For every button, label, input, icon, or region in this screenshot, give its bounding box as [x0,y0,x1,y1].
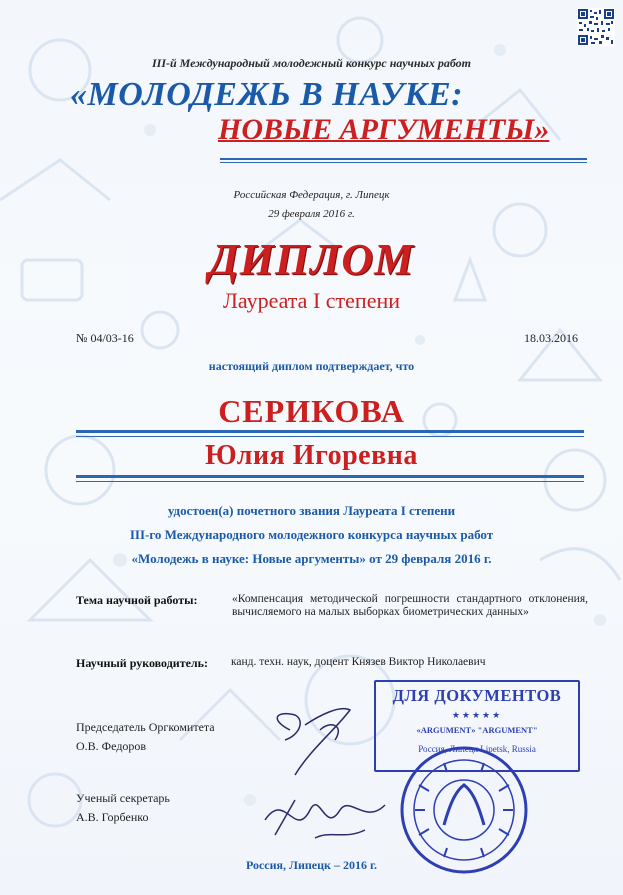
name-divider-top [76,430,584,433]
title-divider-thin [220,162,587,163]
qr-code-icon [577,8,615,46]
footer-text: Россия, Липецк – 2016 г. [245,858,378,872]
secretary-name: А.В. Горбенко [76,810,149,824]
topic-label: Тема научной работы: [76,593,198,607]
name-divider-bottom [76,475,584,478]
name-divider-bottom-thin [76,481,584,482]
stamp-organization: «ARGUMENT» "ARGUMENT" [416,725,538,735]
recipient-surname: СЕРИКОВА [218,393,405,429]
contest-title-line2: НОВЫЕ АРГУМЕНТЫ» [218,113,550,146]
name-divider-top-thin [76,436,584,437]
diploma-number: № 04/03-16 [76,331,134,345]
stamp-title: ДЛЯ ДОКУМЕНТОВ [392,686,562,705]
stamp-location: Россия, Липецк Lipetsk, Russia [418,744,536,754]
supervisor-value: канд. техн. наук, доцент Князев Виктор Николаевич [231,656,486,668]
event-date: 29 февраля 2016 г. [268,208,355,220]
chair-name: О.В. Федоров [76,739,147,753]
diploma-issue-date: 18.03.2016 [524,331,578,345]
chair-signature [250,690,380,780]
title-divider [220,158,587,160]
secretary-role: Ученый секретарь [76,791,170,805]
diploma-title: ДИПЛОМ [208,235,415,284]
secretary-signature [255,780,395,850]
award-line-2: III-го Международного молодежного конкурса научных работ [129,527,494,542]
stamp-stars: ★★★★★ [451,710,503,720]
contest-title-line1: «МОЛОДЕЖЬ В НАУКЕ: [70,76,464,113]
event-place: Российская Федерация, г. Липецк [233,189,390,201]
round-seal-icon [399,745,529,875]
award-line-3: «Молодежь в науке: Новые аргументы» от 29 февраля 2016 г. [131,551,492,566]
chair-role: Председатель Оргкомитета [76,720,215,734]
topic-value: «Компенсация методической погрешности стандартного отклонения, вычисляемого на малых выборках биометрических данных» [232,593,588,618]
diploma-degree: Лауреата I степени [223,288,400,313]
supervisor-label: Научный руководитель: [76,656,208,670]
recipient-given-names: Юлия Игоревна [205,440,418,471]
award-line-1: удостоен(а) почетного звания Лауреата I степени [167,503,456,518]
confirmation-text: настоящий диплом подтверждает, что [208,359,415,373]
contest-subtitle: III-й Международный молодежный конкурс научных работ [151,56,471,70]
